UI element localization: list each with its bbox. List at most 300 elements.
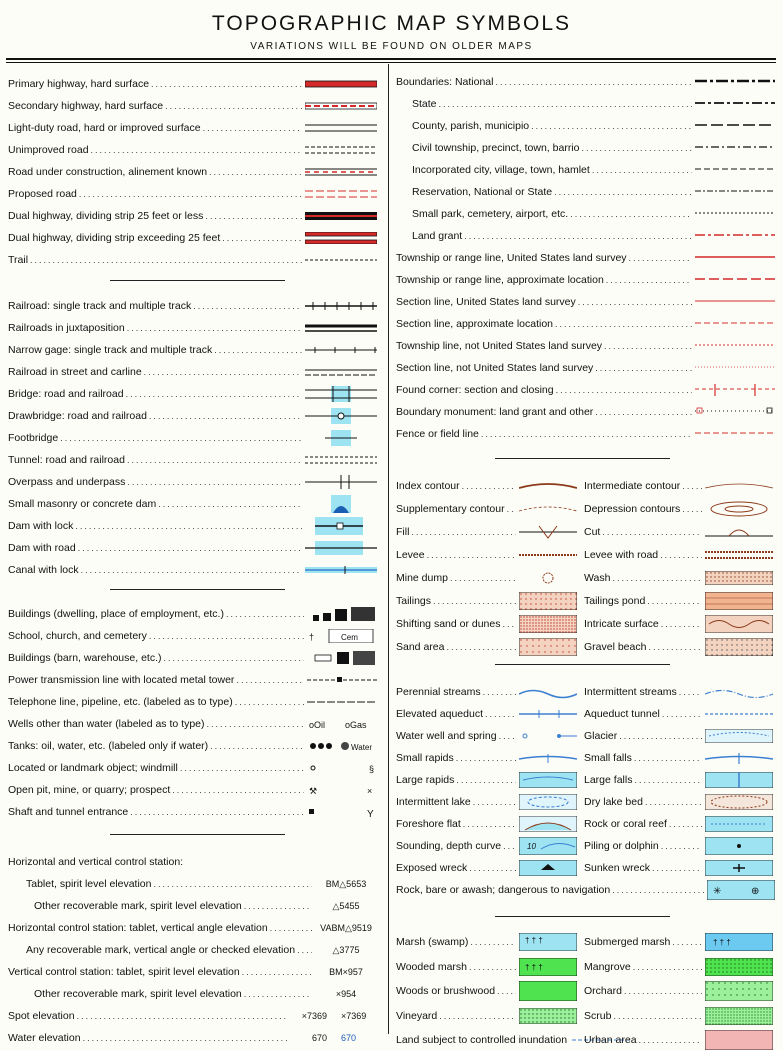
leader-dots — [60, 433, 302, 443]
building-open-pit-mine-or-quarry-prospect — [8, 782, 378, 798]
relief-tailings — [396, 593, 578, 609]
control-other-recoverable-mark-spirit-level-elev — [34, 898, 378, 914]
boundary-township-or-range-line-united-states-lan — [396, 250, 776, 266]
leader-dots — [172, 785, 304, 795]
leader-dots — [672, 937, 702, 947]
water-elevated-aqueduct-symbol — [518, 709, 578, 719]
boundary-township-or-range-line-approximate-locat — [396, 272, 776, 288]
boundary-township-or-range-line-approximate-locat-label: Township or range line, approximate location — [396, 274, 604, 286]
rail-bridge-road-and-railroad-symbol — [304, 386, 378, 402]
vegetation-orchard-label: Orchard — [584, 985, 622, 997]
water-dry-lake-bed — [584, 794, 774, 810]
rail-railroads-in-juxtaposition — [8, 320, 378, 336]
relief-supplementary-contour-symbol — [518, 503, 578, 515]
control-spot-elevation-label: Spot elevation — [8, 1010, 75, 1022]
water-intermittent-lake-symbol — [518, 794, 578, 810]
control-heading — [8, 854, 378, 870]
leader-dots — [645, 797, 702, 807]
road-unimproved-road-symbol — [304, 145, 378, 155]
road-proposed-road-symbol — [304, 189, 378, 199]
leader-dots — [91, 145, 302, 155]
relief-gravel-beach-label: Gravel beach — [584, 641, 647, 653]
svg-text:† † †: † † † — [713, 938, 731, 947]
svg-text:oOil: oOil — [309, 720, 326, 730]
rail-overpass-and-underpass — [8, 474, 378, 490]
relief-sand-area — [396, 639, 578, 655]
boundary-land-grant-label: Land grant — [412, 230, 463, 242]
building-buildings-dwelling-place-of-employment-e — [8, 606, 378, 622]
road-proposed-road — [8, 186, 378, 202]
rail-narrow-gage-single-track-and-multiple-tr-symbol — [304, 344, 378, 356]
boundary-township-or-range-line-united-states-lan-symbol — [694, 252, 776, 264]
relief-tailings-pond-symbol — [704, 592, 774, 610]
vegetation-urban-area-label: Urban area — [584, 1034, 637, 1046]
svg-text:10: 10 — [527, 842, 536, 851]
boundary-incorporated-city-village-town-hamlet — [412, 162, 776, 178]
leader-dots — [78, 543, 302, 553]
leader-dots — [164, 653, 305, 663]
relief-cut-symbol — [704, 524, 774, 540]
leader-dots — [222, 233, 302, 243]
section-rule-water — [495, 916, 670, 917]
leader-dots — [209, 167, 302, 177]
relief-shifting-sand-or-dunes — [396, 616, 578, 632]
building-school-church-and-cemetery-symbol — [306, 629, 378, 643]
leader-dots — [193, 301, 302, 311]
leader-dots — [661, 619, 702, 629]
water-small-falls-symbol — [704, 752, 774, 764]
leader-dots — [619, 731, 702, 741]
leader-dots — [456, 753, 516, 763]
boundary-land-grant — [412, 228, 776, 244]
building-tanks-oil-water-etc-labeled-only-if-wate — [8, 738, 378, 754]
water-rock-or-coral-reef — [584, 816, 774, 832]
leader-dots — [77, 1011, 288, 1021]
boundary-section-line-united-states-land-survey-label: Section line, United States land survey — [396, 296, 576, 308]
leader-dots — [662, 709, 702, 719]
control-mark: ×7369 — [301, 1011, 327, 1021]
road-secondary-highway-hard-surface — [8, 98, 378, 114]
rail-canal-with-lock-symbol — [304, 565, 378, 575]
relief-fill — [396, 524, 578, 540]
leader-dots — [158, 499, 302, 509]
boundary-small-park-cemetery-airport-etc-label: Small park, cemetery, airport, etc. — [412, 208, 569, 220]
vegetation-vineyard-symbol — [518, 1008, 578, 1024]
leader-dots — [226, 609, 304, 619]
relief-supplementary-contour-label: Supplementary contour — [396, 503, 505, 515]
relief-sand-area-symbol — [518, 638, 578, 656]
leader-dots — [679, 687, 702, 697]
vegetation-mangrove — [584, 959, 774, 975]
leader-dots — [682, 504, 702, 514]
building-power-transmission-line-with-located-met-symbol — [306, 674, 378, 686]
water-aqueduct-tunnel-symbol — [704, 709, 774, 719]
water-perennial-streams-label: Perennial streams — [396, 686, 481, 698]
water-glacier-label: Glacier — [584, 730, 618, 742]
rail-dam-with-lock-symbol — [304, 517, 378, 535]
boundary-section-line-approximate-location — [396, 316, 776, 332]
control-mark-2: ×7369 — [341, 1011, 367, 1021]
leader-dots — [165, 101, 302, 111]
rail-drawbridge-road-and-railroad-label: Drawbridge: road and railroad — [8, 410, 147, 422]
page-subtitle: VARIATIONS WILL BE FOUND ON OLDER MAPS — [250, 41, 533, 52]
water-intermittent-lake-label: Intermittent lake — [396, 796, 471, 808]
leader-dots — [244, 901, 312, 911]
road-primary-highway-hard-surface-symbol — [304, 79, 378, 89]
leader-dots — [634, 775, 702, 785]
control-mark-2: 670 — [341, 1033, 357, 1043]
leader-dots — [144, 367, 302, 377]
water-glacier — [584, 728, 774, 744]
leader-dots — [210, 741, 304, 751]
leader-dots — [648, 642, 702, 652]
control-other-recoverable-mark-spirit-level-elev-label: Other recoverable mark, spirit level elevation — [34, 900, 242, 912]
boundary-boundaries-national-label: Boundaries: National — [396, 76, 494, 88]
water-large-falls-symbol — [704, 772, 774, 788]
water-small-rapids — [396, 750, 578, 766]
rail-small-masonry-or-concrete-dam-symbol — [304, 495, 378, 513]
relief-depression-contours — [584, 501, 774, 517]
leader-dots — [647, 596, 702, 606]
water-foreshore-flat-symbol — [518, 816, 578, 832]
relief-shifting-sand-or-dunes-symbol — [518, 615, 578, 633]
relief-levee — [396, 547, 578, 563]
relief-tailings-label: Tailings — [396, 595, 432, 607]
leader-dots — [581, 143, 692, 153]
leader-dots — [497, 986, 516, 996]
leader-dots — [485, 709, 516, 719]
water-large-rapids-symbol — [518, 772, 578, 788]
header-rule — [6, 58, 776, 60]
relief-cut-label: Cut — [584, 526, 601, 538]
leader-dots — [634, 753, 702, 763]
leader-dots — [555, 319, 692, 329]
vegetation-marsh-swamp-symbol — [518, 933, 578, 951]
rail-small-masonry-or-concrete-dam-label: Small masonry or concrete dam — [8, 498, 157, 510]
relief-depression-contours-label: Depression contours — [584, 503, 681, 515]
leader-dots — [464, 231, 692, 241]
vegetation-woods-or-brushwood — [396, 983, 578, 999]
water-large-falls — [584, 772, 774, 788]
relief-levee-symbol — [518, 550, 578, 560]
road-trail — [8, 252, 378, 268]
control-other-recoverable-mark-spirit-level-elev-symbol — [314, 901, 378, 912]
vegetation-mangrove-label: Mangrove — [584, 960, 631, 973]
leader-dots — [130, 807, 304, 817]
section-rule-railroads — [110, 589, 285, 590]
water-small-falls-label: Small falls — [584, 752, 632, 764]
boundary-boundary-monument-land-grant-and-other-label: Boundary monument: land grant and other — [396, 406, 594, 418]
road-dual-highway-dividing-strip-exceeding-25 — [8, 230, 378, 246]
rail-canal-with-lock — [8, 562, 378, 578]
leader-dots — [578, 297, 692, 307]
leader-dots — [507, 504, 516, 514]
leader-dots — [235, 697, 304, 707]
water-sounding-depth-curve — [396, 838, 578, 854]
building-power-transmission-line-with-located-met-label: Power transmission line with located metal tower — [8, 674, 235, 686]
building-telephone-line-pipeline-etc-labeled-as-t — [8, 694, 378, 710]
water-intermittent-streams-symbol — [704, 685, 774, 699]
boundary-boundary-monument-land-grant-and-other — [396, 404, 776, 420]
water-sunken-wreck — [584, 860, 774, 876]
boundary-county-parish-municipio-symbol — [694, 120, 776, 132]
control-spot-elevation — [8, 1008, 378, 1024]
water-sounding-depth-curve-symbol — [518, 837, 578, 855]
relief-fill-label: Fill — [396, 526, 410, 538]
leader-dots — [613, 1011, 702, 1021]
boundary-small-park-cemetery-airport-etc — [412, 206, 776, 222]
boundary-township-line-not-united-states-land-sur — [396, 338, 776, 354]
column-divider — [388, 64, 389, 1034]
leader-dots — [604, 341, 692, 351]
water-small-rapids-label: Small rapids — [396, 752, 454, 764]
leader-dots — [633, 962, 702, 972]
vegetation-scrub — [584, 1008, 774, 1024]
boundary-found-corner-section-and-closing — [396, 382, 776, 398]
relief-intricate-surface-label: Intricate surface — [584, 618, 659, 630]
svg-text:§: § — [369, 764, 375, 774]
vegetation-vineyard — [396, 1008, 578, 1024]
building-located-or-landmark-object-windmill — [8, 760, 378, 776]
rock-awash-symbol — [706, 880, 776, 900]
control-spot-elevation-symbol — [290, 1011, 378, 1021]
road-trail-label: Trail — [8, 254, 29, 266]
svg-text:†: † — [309, 632, 315, 642]
road-road-under-construction-alinement-known-symbol — [304, 167, 378, 177]
water-glacier-symbol — [704, 729, 774, 743]
building-buildings-barn-warehouse-etc-symbol — [306, 651, 378, 665]
boundary-reservation-national-or-state-symbol — [694, 186, 776, 198]
leader-dots — [127, 323, 302, 333]
rail-canal-with-lock-label: Canal with lock — [8, 564, 79, 576]
water-large-rapids-label: Large rapids — [396, 774, 455, 786]
boundary-township-line-not-united-states-land-sur-label: Township line, not United States land survey — [396, 340, 603, 352]
control-vertical-control-station-tablet-spirit-l — [8, 964, 378, 980]
water-piling-or-dolphin-label: Piling or dolphin — [584, 840, 659, 852]
boundary-section-line-not-united-states-land-surv — [396, 360, 776, 376]
boundary-section-line-united-states-land-survey — [396, 294, 776, 310]
relief-mine-dump-label: Mine dump — [396, 572, 448, 584]
water-water-well-and-spring-label: Water well and spring — [396, 730, 497, 742]
control-mark: BM×957 — [329, 967, 363, 977]
relief-mine-dump — [396, 570, 578, 586]
boundary-county-parish-municipio-label: County, parish, municipio — [412, 120, 530, 132]
road-road-under-construction-alinement-known — [8, 164, 378, 180]
boundary-fence-or-field-line-symbol — [694, 428, 776, 440]
relief-supplementary-contour — [396, 501, 578, 517]
section-rule-roads — [110, 280, 285, 281]
relief-intermediate-contour — [584, 478, 774, 494]
leader-dots — [602, 527, 702, 537]
control-mark: △3775 — [332, 944, 360, 955]
leader-dots — [203, 123, 302, 133]
vegetation-woods-or-brushwood-label: Woods or brushwood — [396, 985, 496, 997]
leader-dots — [439, 1011, 516, 1021]
water-piling-or-dolphin-symbol — [704, 837, 774, 855]
boundary-incorporated-city-village-town-hamlet-symbol — [694, 164, 776, 176]
rail-tunnel-road-and-railroad-symbol — [304, 454, 378, 466]
leader-dots — [556, 385, 692, 395]
water-sunken-wreck-symbol — [704, 860, 774, 876]
water-small-falls — [584, 750, 774, 766]
water-small-rapids-symbol — [518, 752, 578, 764]
relief-mine-dump-symbol — [518, 571, 578, 585]
relief-sand-area-label: Sand area — [396, 641, 445, 653]
water-perennial-streams — [396, 684, 578, 700]
svg-text:⚒: ⚒ — [309, 786, 318, 796]
leader-dots — [612, 573, 702, 583]
section-rule-buildings — [110, 834, 285, 835]
water-intermittent-lake — [396, 794, 578, 810]
leader-dots — [75, 521, 302, 531]
control-mark: VABM△9519 — [320, 922, 372, 933]
building-telephone-line-pipeline-etc-labeled-as-t-label: Telephone line, pipeline, etc. (labeled as to type) — [8, 696, 233, 708]
control-horizontal-control-station-tablet-vertic — [8, 920, 378, 936]
road-unimproved-road — [8, 142, 378, 158]
road-road-under-construction-alinement-known-label: Road under construction, alinement known — [8, 166, 208, 178]
relief-intermediate-contour-symbol — [704, 480, 774, 492]
road-unimproved-road-label: Unimproved road — [8, 144, 89, 156]
vegetation-submerged-marsh — [584, 934, 774, 950]
rail-drawbridge-road-and-railroad-symbol — [304, 408, 378, 424]
svg-text:⊕: ⊕ — [751, 886, 760, 897]
rail-railroad-single-track-and-multiple-track — [8, 298, 378, 314]
relief-tailings-pond-label: Tailings pond — [584, 595, 646, 607]
leader-dots — [126, 389, 302, 399]
leader-dots — [463, 819, 516, 829]
leader-dots — [151, 79, 302, 89]
leader-dots — [629, 253, 692, 263]
control-tablet-spirit-level-elevation-label: Tablet, spirit level elevation — [26, 878, 152, 890]
rail-railroads-in-juxtaposition-label: Railroads in juxtaposition — [8, 322, 125, 334]
page-title: TOPOGRAPHIC MAP SYMBOLS — [211, 12, 572, 35]
building-shaft-and-tunnel-entrance-symbol — [306, 806, 378, 818]
control-other-recoverable-mark-spirit-level-elev-label: Other recoverable mark, spirit level elevation — [34, 988, 242, 1000]
leader-dots — [236, 675, 304, 685]
building-wells-other-than-water-labeled-as-to-typ-symbol — [306, 718, 378, 730]
boundary-section-line-not-united-states-land-surv-symbol — [694, 362, 776, 374]
relief-index-contour-symbol — [518, 480, 578, 492]
leader-dots — [149, 631, 304, 641]
control-mark: ×954 — [335, 989, 357, 999]
leader-dots — [470, 937, 516, 947]
control-horizontal-control-station-tablet-vertic-label: Horizontal control station: tablet, vertical angle elevation — [8, 922, 268, 934]
water-aqueduct-tunnel-label: Aqueduct tunnel — [584, 708, 660, 720]
control-tablet-spirit-level-elevation — [26, 876, 378, 892]
rail-footbridge-symbol — [304, 430, 378, 446]
water-exposed-wreck-label: Exposed wreck — [396, 862, 468, 874]
rail-narrow-gage-single-track-and-multiple-tr-label: Narrow gage: single track and multiple track — [8, 344, 213, 356]
building-buildings-barn-warehouse-etc-label: Buildings (barn, warehouse, etc.) — [8, 652, 162, 664]
control-tablet-spirit-level-elevation-symbol — [314, 879, 378, 890]
leader-dots — [411, 527, 516, 537]
relief-tailings-pond — [584, 593, 774, 609]
leader-dots — [503, 841, 516, 851]
leader-dots — [469, 863, 516, 873]
rail-tunnel-road-and-railroad — [8, 452, 378, 468]
boundary-incorporated-city-village-town-hamlet-label: Incorporated city, village, town, hamlet — [412, 164, 590, 176]
leader-dots — [153, 879, 312, 889]
control-vertical-control-station-tablet-spirit-l-symbol — [314, 967, 378, 977]
road-dual-highway-dividing-strip-25-feet-or-l-label: Dual highway, dividing strip 25 feet or less — [8, 210, 204, 222]
leader-dots — [592, 165, 692, 175]
control-other-recoverable-mark-spirit-level-elev — [34, 986, 378, 1002]
rail-overpass-and-underpass-label: Overpass and underpass — [8, 476, 126, 488]
boundary-state — [412, 96, 776, 112]
building-school-church-and-cemetery-label: School, church, and cemetery — [8, 630, 147, 642]
leader-dots — [205, 211, 302, 221]
relief-intricate-surface-symbol — [704, 615, 774, 633]
water-intermittent-streams — [584, 684, 774, 700]
building-wells-other-than-water-labeled-as-to-typ — [8, 716, 378, 732]
relief-intricate-surface — [584, 616, 774, 632]
road-light-duty-road-hard-or-improved-surface-symbol — [304, 123, 378, 133]
water-water-well-and-spring — [396, 728, 578, 744]
relief-fill-symbol — [518, 524, 578, 540]
leader-dots — [297, 945, 312, 955]
relief-wash — [584, 570, 774, 586]
leader-dots — [270, 923, 312, 933]
rail-bridge-road-and-railroad-label: Bridge: road and railroad — [8, 388, 124, 400]
vegetation-woods-or-brushwood-symbol — [518, 981, 578, 1001]
rock-awash-label: Rock, bare or awash; dangerous to navigation — [396, 884, 611, 896]
leader-dots — [207, 719, 305, 729]
rail-railroad-single-track-and-multiple-track-symbol — [304, 300, 378, 312]
svg-text:Cem: Cem — [341, 633, 358, 642]
vegetation-marsh-swamp-label: Marsh (swamp) — [396, 936, 469, 948]
control-any-recoverable-mark-vertical-angle-or-c-symbol — [314, 945, 378, 956]
water-large-rapids — [396, 772, 578, 788]
relief-shifting-sand-or-dunes-label: Shifting sand or dunes — [396, 618, 501, 630]
leader-dots — [624, 986, 702, 996]
rail-dam-with-road-label: Dam with road — [8, 542, 76, 554]
water-dry-lake-bed-label: Dry lake bed — [584, 796, 643, 808]
control-horizontal-control-station-tablet-vertic-symbol — [314, 923, 378, 934]
relief-wash-label: Wash — [584, 572, 611, 584]
relief-depression-contours-symbol — [704, 500, 774, 518]
boundary-state-label: State — [412, 98, 437, 110]
road-light-duty-road-hard-or-improved-surface — [8, 120, 378, 136]
vegetation-submerged-marsh-symbol — [704, 933, 774, 951]
relief-index-contour — [396, 478, 578, 494]
road-secondary-highway-hard-surface-label: Secondary highway, hard surface — [8, 100, 164, 112]
header-rule-thin — [6, 62, 776, 63]
road-secondary-highway-hard-surface-symbol — [304, 101, 378, 111]
leader-dots — [682, 481, 702, 491]
control-water-elevation — [8, 1030, 378, 1046]
boundary-township-line-not-united-states-land-sur-symbol — [694, 340, 776, 352]
leader-dots — [30, 255, 302, 265]
vegetation-wooded-marsh — [396, 959, 578, 975]
leader-dots — [427, 550, 516, 560]
boundary-township-or-range-line-united-states-lan-label: Township or range line, United States land survey — [396, 252, 627, 264]
building-telephone-line-pipeline-etc-labeled-as-t-symbol — [306, 696, 378, 708]
rail-dam-with-road — [8, 540, 378, 556]
boundary-civil-township-precinct-town-barrio-symbol — [694, 142, 776, 154]
leader-dots — [433, 596, 516, 606]
relief-index-contour-label: Index contour — [396, 480, 460, 492]
rail-bridge-road-and-railroad — [8, 386, 378, 402]
leader-dots — [531, 121, 692, 131]
rail-drawbridge-road-and-railroad — [8, 408, 378, 424]
vegetation-urban-area — [584, 1032, 774, 1048]
control-heading-label: Horizontal and vertical control station: — [8, 856, 184, 868]
vegetation-orchard-symbol — [704, 981, 774, 1001]
water-rock-or-coral-reef-symbol — [704, 816, 774, 832]
rail-dam-with-road-symbol — [304, 541, 378, 555]
relief-wash-symbol — [704, 571, 774, 585]
leader-dots — [639, 1035, 702, 1045]
